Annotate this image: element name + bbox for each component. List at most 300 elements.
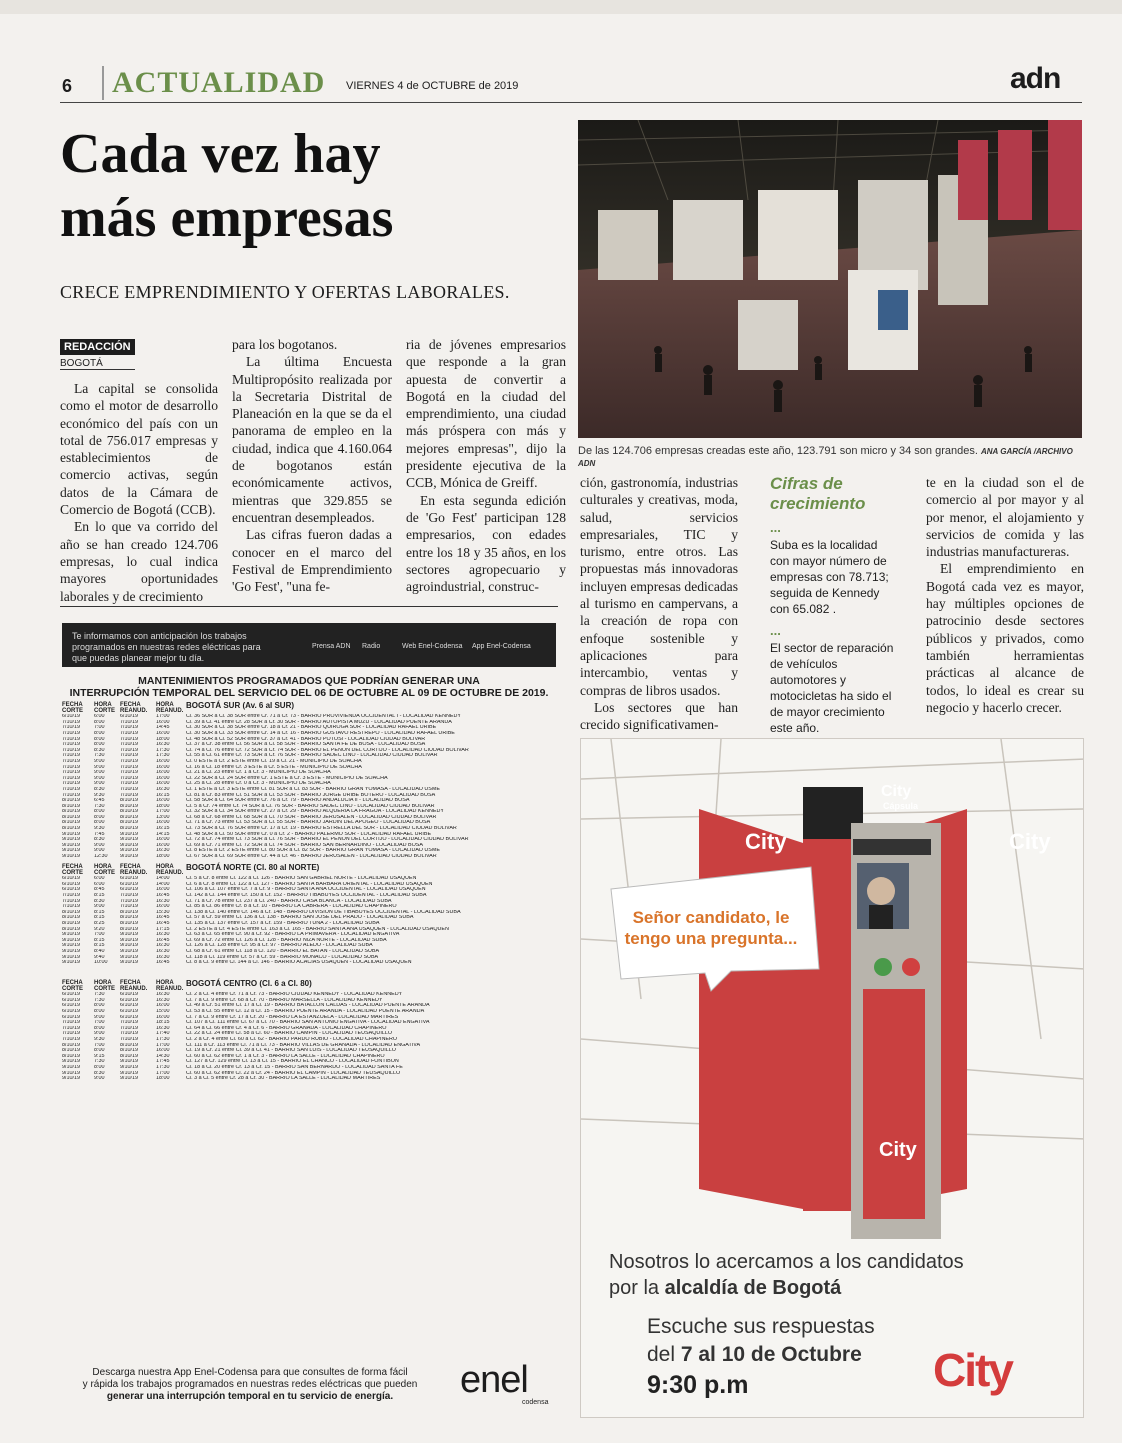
schedule-cell: 9:30 <box>94 792 105 798</box>
schedule-cell: Cl. 138 a Cl. 140 entre Cr. 146 a Cr. 148 - BARRIO DIVISION DE TIBABUYES OCCIDENTAL - LOCALIDAD SUBA <box>186 909 461 915</box>
col-header: HORA REANUD. <box>156 702 184 714</box>
schedule-cell: 9/10/19 <box>62 842 80 848</box>
caption-text: De las 124.706 empresas creadas este año, 123.791 son micro y 34 son grandes. <box>578 445 978 457</box>
schedule-cell: 9/10/19 <box>62 954 80 960</box>
schedule-cell: 16:45 <box>156 937 170 943</box>
schedule-cell: 7/10/19 <box>62 758 80 764</box>
paragraph: ción, gastronomía, industrias culturales y creativas, moda, salud, servicios empresariales, TIC y turismo, entre otros. Las propuestas más innovadoras incluyen empresas dedicadas al turismo en campervans, a la creación de ropa con enfoque sostenible y aplicaciones para intercambio, ventas y compras de libros usados. <box>580 475 738 698</box>
schedule-rows <box>62 992 556 1082</box>
schedule-cell: 9:30 <box>94 1036 105 1042</box>
schedule-cell: 8:00 <box>94 1064 105 1070</box>
col-header: HORA REANUD. <box>156 864 184 876</box>
schedule-cell: 8:30 <box>94 1070 105 1076</box>
schedule-cell: Cl. 74 a Cl. 76 entre Cr. 72 SUR a Cr. 74 SUR - BARRIO EL PEÑON DEL CORTIJO - LOCALIDAD CIUDAD BOLIVAR <box>186 747 469 753</box>
schedule-cell: 8:15 <box>94 892 105 898</box>
schedule-cell: 17:00 <box>156 809 170 815</box>
schedule-rows <box>62 714 556 859</box>
photo-caption <box>578 445 1082 469</box>
schedule-cell: 14:15 <box>156 831 170 837</box>
schedule-cell: 9/10/19 <box>62 1059 80 1065</box>
paragraph: Las cifras fueron dadas a conocer en el marco del Festival de Emprendimiento 'Go Fest', "una fe- <box>232 527 392 595</box>
schedule-cell: 17:15 <box>156 926 170 932</box>
schedule-cell: 16:00 <box>156 1048 170 1054</box>
paragraph: te en la ciudad son el de comercio al por mayor y al por menor, el alojamiento y servicios de comida y las industrias manufactureras. <box>926 475 1084 560</box>
article-column-4 <box>580 474 738 733</box>
schedule-cell: 9/10/19 <box>120 842 138 848</box>
schedule-cell: Cl. 21 a Cl. 23 entre Cr. 1 a Cr. 3 - MUNICIPIO DE SOACHA <box>186 770 331 776</box>
schedule-cell: 8/10/19 <box>120 1042 138 1048</box>
schedule-cell: 8:00 <box>94 1048 105 1054</box>
schedule-cell: 7/10/19 <box>62 736 80 742</box>
ad-line-1: Nosotros lo acercamos a los candidatos <box>609 1251 964 1273</box>
article-column-3 <box>406 336 566 595</box>
channel-press: Prensa ADN <box>312 643 351 650</box>
schedule-cell: 9/10/19 <box>62 948 80 954</box>
schedule-cell: Cl. 58 SUR a Cl. 64 SUR entre Cr. 76 a Cr. 79 - BARRIO ANDALUCIA II - LOCALIDAD BOSA <box>186 798 410 804</box>
schedule-cell: 17:00 <box>156 1042 170 1048</box>
schedule-cell: 8:15 <box>94 909 105 915</box>
schedule-cell: Cl. 69 a Cr. 72 entre Cl. 126 a Cl. 128 - BARRIO NIZA NORTE - LOCALIDAD SUBA <box>186 937 387 943</box>
booth-logo: City <box>879 1139 917 1161</box>
schedule-cell: 8:30 <box>94 786 105 792</box>
byline <box>60 337 135 370</box>
schedule-cell: 8/10/19 <box>120 814 138 820</box>
schedule-cell: 9/10/19 <box>120 1064 138 1070</box>
schedule-cell: 7/10/19 <box>120 781 138 787</box>
schedule-cell: 7:30 <box>94 992 105 998</box>
schedule-cell: 15:30 <box>156 909 170 915</box>
enel-title <box>60 675 558 699</box>
schedule-cell: 8:00 <box>94 814 105 820</box>
schedule-cell: 16:00 <box>156 1014 170 1020</box>
schedule-cell: 8/10/19 <box>62 1048 80 1054</box>
schedule-cell: 9/10/19 <box>120 1070 138 1076</box>
ad-line-4b: 7 al 10 de Octubre <box>680 1343 862 1366</box>
schedule-cell: Cl. 106 a Cl. 107 entre Cr. 7 a Cr. 9 - BARRIO SANTA ANA OCCIDENTAL - LOCALIDAD USAQUEN <box>186 887 426 893</box>
schedule-cell: 6/10/19 <box>120 714 138 720</box>
schedule-cell: Cl. 37 a Cr. 38 entre Cl. 56 SUR a Cl. 58 SUR - BARRIO SANTA FE DE BOSA - LOCALIDAD BOSA <box>186 742 426 748</box>
schedule-row <box>62 960 556 966</box>
schedule-cell: 7/10/19 <box>62 719 80 725</box>
schedule-cell: 18:00 <box>156 803 170 809</box>
schedule-cell: 7/10/19 <box>62 1025 80 1031</box>
article-subhead: CRECE EMPRENDIMIENTO Y OFERTAS LABORALES. <box>60 282 510 302</box>
schedule-cell: 8:30 <box>94 837 105 843</box>
schedule-cell: Cl. 25 a Cl. 28 entre Cr. 0 a Cr. 3 - MUNICIPIO DE SOACHA <box>186 781 331 787</box>
schedule-cell: 7:00 <box>94 1020 105 1026</box>
enel-logo-sub: codensa <box>522 1399 549 1406</box>
schedule-cell: 7/10/19 <box>62 898 80 904</box>
enel-footer-l3: generar una interrupción temporal en tu servicio de energía. <box>106 1391 394 1402</box>
schedule-cell: Cl. 1 ESTE a Cr. 3 ESTE entre Cl. 81 SUR a Cl. 83 SUR - BARRIO GRAN YOMASA - LOCALIDAD USME <box>186 786 440 792</box>
schedule-cell: 8/10/19 <box>120 909 138 915</box>
schedule-cell: 16:30 <box>156 954 170 960</box>
schedule-cell: 8:00 <box>94 809 105 815</box>
schedule-cell: Cl. 8 a Cl. 9 entre Cl. 144 a Cl. 146 - BARRIO ACACIAS USAQUEN - LOCALIDAD USAQUEN <box>186 960 412 966</box>
schedule-cell: Cl. 16 a Cl. 18 entre Cr. 3 ESTE a Cr. 5 ESTE - MUNICIPIO DE SOACHA <box>186 764 362 770</box>
schedule-cell: Cl. 48 SUR a Cl. 52 SUR entre Cr. 37 a Cr. 41 - BARRIO POTOSI - LOCALIDAD CIUDAD BOLIVAR <box>186 736 426 742</box>
col-header: HORA CORTE <box>94 702 115 714</box>
schedule-cell: 9:00 <box>94 775 105 781</box>
schedule-cell: 6/10/19 <box>62 1003 80 1009</box>
schedule-cell: 16:00 <box>156 887 170 893</box>
schedule-cell: 18:00 <box>156 854 170 860</box>
schedule-cell: 7/10/19 <box>62 1031 80 1037</box>
schedule-cell: 7:45 <box>94 831 105 837</box>
schedule-cell: Cl. 81 a Cr. 83 entre Cl. 51 SUR a Cl. 53 SUR - BARRIO JORGE URIBE BOTERO - LOCALIDAD BOSA <box>186 792 436 798</box>
schedule-cell: 9:00 <box>94 781 105 787</box>
schedule-cell: Cl. 55 a Cl. 61 entre Cr. 73 SUR a Cr. 76 SUR - BARRIO SADEC LINO - LOCALIDAD CIUDAD BOLIVAR <box>186 753 438 759</box>
schedule-cell: 18:00 <box>156 736 170 742</box>
schedule-cell: 8/10/19 <box>62 826 80 832</box>
schedule-cell: Cl. 30 SUR a Cl. 38 SUR entre Cr. 18 a Cr. 21 - BARRIO QUIROGA SUR - LOCALIDAD RAFAEL URIBE <box>186 725 437 731</box>
schedule-cell: Cl. 49 a Cr. 51 entre Cl. 17 a Cl. 19 - BARRIO BATALLON CALDAS - LOCALIDAD PUENTE ARANDA <box>186 1003 430 1009</box>
paragraph: ria de jóvenes empresarios que responde a la gran apuesta de convertir a Bogotá en la ciudad del emprendimiento, una ciudad más próspera con más y mejores empresas", dijo la presidente ejecutiva de la CCB, Mónica de Greiff. <box>406 337 566 491</box>
schedule-cell: Cl. 142 a Cl. 144 entre Cr. 150 a Cr. 152 - BARRIO TIBABUYES OCCIDENTAL - LOCALIDAD SUBA <box>186 892 427 898</box>
schedule-cell: 9/10/19 <box>62 831 80 837</box>
schedule-cell: 9/10/19 <box>62 1064 80 1070</box>
schedule-cell: 8:00 <box>94 1025 105 1031</box>
schedule-cell: 7/10/19 <box>62 775 80 781</box>
col-header: FECHA REANUD. <box>120 702 148 714</box>
schedule-cell: 8/10/19 <box>62 798 80 804</box>
schedule-cell: 8/10/19 <box>62 926 80 932</box>
schedule-cell: 8/10/19 <box>120 820 138 826</box>
sidebar-title: Cifras de crecimiento <box>770 474 866 513</box>
schedule-cell: 6/10/19 <box>120 876 138 882</box>
schedule-cell: 8/10/19 <box>120 809 138 815</box>
schedule-cell: 7/10/19 <box>62 747 80 753</box>
schedule-cell: 7/10/19 <box>62 781 80 787</box>
article-headline <box>60 122 570 250</box>
schedule-cell: 16:30 <box>156 943 170 949</box>
schedule-cell: 16:45 <box>156 892 170 898</box>
enel-title-l2: INTERRUPCIÓN TEMPORAL DEL SERVICIO DEL 06 DE OCTUBRE AL 09 DE OCTUBRE DE 2019. <box>69 687 549 699</box>
schedule-cell: 8:15 <box>94 937 105 943</box>
schedule-cell: Cl. 0 ESTE a Cr. 2 ESTE entre Cl. 19 a Cl. 21 - MUNICIPIO DE SOACHA <box>186 758 362 764</box>
schedule-cell: 8/10/19 <box>120 920 138 926</box>
enel-footer-l1: Descarga nuestra App Enel-Codensa para que consultes de forma fácil <box>92 1367 408 1378</box>
schedule-cell: 17:30 <box>156 1064 170 1070</box>
channel-web: Web Enel-Codensa <box>402 643 463 650</box>
schedule-cell: 16:00 <box>156 820 170 826</box>
schedule-cell: 6:00 <box>94 881 105 887</box>
schedule-cell: 8:00 <box>94 1003 105 1009</box>
schedule-row <box>62 854 556 860</box>
speech-bubble-text: Señor candidato, le tengo una pregunta... <box>624 908 798 948</box>
schedule-cell: Cl. 73 SUR a Cl. 76 SUR entre Cr. 17 a Cr. 19 - BARRIO ESTRELLA DEL SUR - LOCALIDAD CIUDAD BOLIVAR <box>186 826 457 832</box>
schedule-cell: Cl. 22 a Cl. 24 entre Cl. 58 a Cl. 60 - BARRIO CAMPIN - LOCALIDAD TEUSAQUILLO <box>186 1031 393 1037</box>
schedule-cell: 9/10/19 <box>120 1059 138 1065</box>
enel-info-bar <box>62 623 556 667</box>
schedule-cell: 8/10/19 <box>120 926 138 932</box>
schedule-cell: 9/10/19 <box>120 960 138 966</box>
zone-title: BOGOTÁ CENTRO (Cl. 6 a Cl. 80) <box>186 979 312 988</box>
schedule-cell: Cl. 69 a Cr. 71 entre Cl. 72 SUR a Cl. 74 SUR - BARRIO SAN BERNARDINO - LOCALIDAD BOSA <box>186 842 423 848</box>
schedule-cell: 17:45 <box>156 1059 170 1065</box>
schedule-cell: 9:00 <box>94 764 105 770</box>
schedule-cell: 7:30 <box>94 1059 105 1065</box>
schedule-cell: 7/10/19 <box>120 1031 138 1037</box>
schedule-cell: 8/10/19 <box>120 826 138 832</box>
schedule-cell: 7:30 <box>94 997 105 1003</box>
city-tv-ad <box>580 738 1084 1418</box>
schedule-cell: 6/10/19 <box>62 881 80 887</box>
schedule-cell: 9/10/19 <box>120 837 138 843</box>
schedule-cell: 7/10/19 <box>62 892 80 898</box>
channel-app: App Enel-Codensa <box>472 643 531 650</box>
schedule-cell: 9/10/19 <box>62 1070 80 1076</box>
schedule-cell: Cl. 72 a Cr. 74 entre Cl. 73 SUR a Cl. 76 SUR - BARRIO EL PEÑON DEL CORTIJO - LOCALIDAD CIUDAD BOLIVAR <box>186 837 469 843</box>
page-number: 6 <box>62 76 73 96</box>
schedule-cell: 16:30 <box>156 742 170 748</box>
schedule-cell: 16:00 <box>156 842 170 848</box>
schedule-cell: Cl. 127 a Cr. 129 entre Cl. 13 a Cl. 15 - BARRIO EL CHANCO - LOCALIDAD FONTIBON <box>186 1059 399 1065</box>
schedule-cell: 9:40 <box>94 954 105 960</box>
schedule-cell: 7/10/19 <box>120 736 138 742</box>
schedule-cell: 9/10/19 <box>62 854 80 860</box>
schedule-cell: 8/10/19 <box>62 920 80 926</box>
enel-maintenance-ad <box>60 606 558 1416</box>
channel-radio: Radio <box>362 643 381 650</box>
schedule-cell: 6/10/19 <box>120 992 138 998</box>
schedule-cell: 9/10/19 <box>62 837 80 843</box>
photo-credit: ANA GARCÍA /ARCHIVO ADN <box>578 447 1073 468</box>
ad-line-3: Escuche sus respuestas <box>647 1315 875 1338</box>
schedule-cell: 7/10/19 <box>120 1025 138 1031</box>
schedule-cell: 14:00 <box>156 881 170 887</box>
schedule-cell: 16:45 <box>156 915 170 921</box>
schedule-cell: 9/10/19 <box>120 1076 138 1082</box>
schedule-cell: 9:15 <box>94 1053 105 1059</box>
schedule-cell: 8:00 <box>94 1008 105 1014</box>
schedule-cell: 6/10/19 <box>120 881 138 887</box>
schedule-cell: 8:15 <box>94 943 105 949</box>
schedule-cell: 8:00 <box>94 820 105 826</box>
schedule-cell: 8/10/19 <box>120 915 138 921</box>
schedule-cell: 7/10/19 <box>120 764 138 770</box>
schedule-cell: 16:30 <box>156 1025 170 1031</box>
schedule-cell: 7/10/19 <box>120 792 138 798</box>
schedule-cell: 7/10/19 <box>120 1020 138 1026</box>
sidebar-fact-1: Suba es la localidad con mayor número de empresas con 78.713; seguida de Kennedy con 65.082 . <box>770 538 889 616</box>
schedule-cell: 7/10/19 <box>120 725 138 731</box>
schedule-cell: 9:00 <box>94 770 105 776</box>
schedule-cell: 16:00 <box>156 781 170 787</box>
paragraph: para los bogotanos. <box>232 337 338 352</box>
schedule-header <box>62 865 556 876</box>
ad-line-2 <box>609 1277 841 1300</box>
schedule-cell: 6/10/19 <box>120 1014 138 1020</box>
stats-sidebar <box>770 474 898 736</box>
schedule-cell: 16:00 <box>156 758 170 764</box>
schedule-cell: 8/10/19 <box>62 915 80 921</box>
schedule-cell: Cl. 85 a Cl. 86 entre Cr. 8 a Cr. 10 - BARRIO LA CABRERA - LOCALIDAD CHAPINERO <box>186 904 397 910</box>
schedule-cell: 7/10/19 <box>120 904 138 910</box>
schedule-cell: Cl. 126 a Cl. 128 entre Cr. 95 a Cr. 97 - BARRIO ALEDO - LOCALIDAD SUBA <box>186 943 373 949</box>
schedule-cell: Cl. 18 a Cl. 20 entre Cr. 13 a Cr. 15 - BARRIO SAN BERNARDO - LOCALIDAD SANTA FE <box>186 1064 403 1070</box>
byline-city: BOGOTÁ <box>60 358 135 370</box>
schedule-cell: 7/10/19 <box>120 775 138 781</box>
zone-title: BOGOTÁ SUR (Av. 6 al SUR) <box>186 701 295 710</box>
schedule-cell: 6/10/19 <box>120 887 138 893</box>
schedule-cell: 6/10/19 <box>120 1003 138 1009</box>
schedule-sur <box>62 703 556 860</box>
schedule-cell: 14:45 <box>156 725 170 731</box>
schedule-cell: 6/10/19 <box>62 997 80 1003</box>
schedule-cell: 16:30 <box>156 786 170 792</box>
schedule-cell: 16:00 <box>156 730 170 736</box>
schedule-cell: Cl. 2 a Cl. 4 entre Cr. 71 a Cr. 73 - BARRIO CIUDAD KENNEDY - LOCALIDAD KENNEDY <box>186 992 403 998</box>
schedule-cell: Cl. 135 a Cl. 137 entre Cr. 157 a Cr. 159 - BARRIO TUNA 2 - LOCALIDAD SUBA <box>186 920 380 926</box>
schedule-cell: 7/10/19 <box>120 898 138 904</box>
schedule-cell: 7/10/19 <box>62 764 80 770</box>
ad-line-4 <box>647 1343 862 1367</box>
schedule-cell: 14:30 <box>156 1053 170 1059</box>
headline-line-2: más empresas <box>60 187 394 249</box>
schedule-cell: 9/10/19 <box>120 932 138 938</box>
schedule-cell: Cl. 30 SUR a Cl. 33 SUR entre Cr. 14 a Cr. 16 - BARRIO GUSTAVO RESTREPO - LOCALIDAD RAFAEL URIBE <box>186 730 455 736</box>
ad-illustration <box>581 739 1084 1239</box>
schedule-cell: Cl. 53 a Cl. 55 entre Cl. 12 a Cl. 15 - BARRIO PUENTE ARANDA - LOCALIDAD PUENTE ARANDA <box>186 1008 425 1014</box>
schedule-cell: 9/10/19 <box>120 831 138 837</box>
schedule-cell: 8:00 <box>94 736 105 742</box>
schedule-cell: 7/10/19 <box>62 1036 80 1042</box>
col-header: HORA REANUD. <box>156 980 184 992</box>
schedule-cell: Cl. 19 a Cr. 21 entre Cl. 39 a Cl. 41 - BARRIO SAN LUIS - LOCALIDAD TEUSAQUILLO <box>186 1048 396 1054</box>
paragraph: El emprendimiento en Bogotá cada vez es mayor, hay múltiples opciones de patrocinio desde sectores públicos y privados, como también herramientas prácticas al alcance de todos, lo ideal es crear su negocio y hacerlo crecer. <box>926 561 1084 715</box>
schedule-cell: Cl. 57 a Cr. 59 entre Cl. 136 a Cl. 138 - BARRIO SAN JOSE DEL PRADO - LOCALIDAD SUBA <box>186 915 414 921</box>
schedule-cell: 9/10/19 <box>62 848 80 854</box>
schedule-cell: 8/10/19 <box>62 809 80 815</box>
schedule-cell: 8/10/19 <box>62 820 80 826</box>
issue-date: VIERNES 4 de OCTUBRE de 2019 <box>346 80 519 92</box>
article-column-1 <box>60 380 218 605</box>
article-photo <box>578 120 1082 438</box>
schedule-cell: 8:40 <box>94 948 105 954</box>
col-header: FECHA CORTE <box>62 702 83 714</box>
schedule-cell: 7/10/19 <box>120 747 138 753</box>
schedule-cell: Cl. 71 a Cr. 73 entre Cl. 53 SUR a Cl. 55 SUR - BARRIO JARDIN DEL APOGEO - LOCALIDAD BOSA <box>186 820 431 826</box>
schedule-cell: Cl. 2 ESTE a Cr. 4 ESTE entre Cl. 163 a Cl. 165 - BARRIO SANTA ANA USAQUEN - LOCALIDAD USAQUEN <box>186 926 449 932</box>
schedule-cell: Cl. 3 a Cl. 5 entre Cr. 28 a Cr. 30 - BARRIO LA SALLE - LOCALIDAD MARTIRES <box>186 1076 381 1082</box>
article-column-5 <box>926 474 1084 716</box>
schedule-cell: 16:15 <box>156 826 170 832</box>
paragraph: Los sectores que han crecido significativamen- <box>580 699 738 733</box>
sidebar-fact-2: El sector de reparación de vehículos automotores y motocicletas ha sido el de mayor crecimiento este año. <box>770 641 894 735</box>
byline-author: REDACCIÓN <box>60 339 135 355</box>
schedule-cell: 9:00 <box>94 1014 105 1020</box>
schedule-cell: 16:30 <box>156 948 170 954</box>
col-header: HORA CORTE <box>94 864 115 876</box>
enel-footer <box>70 1367 430 1403</box>
schedule-cell: Cl. 63 a Cl. 65 entre Cr. 90 a Cr. 92 - BARRIO LA PRIMAVERA - LOCALIDAD ENGATIVA <box>186 932 400 938</box>
schedule-cell: Cl. 36 SUR a Cl. 38 SUR entre Cr. 71 a Cr. 73 - BARRIO PROVIVIENDA OCCIDENTAL I - LOCALIDAD KENNEDY <box>186 714 461 720</box>
capsule-sub: Cápsula <box>883 801 919 811</box>
sidebar-dots: ... <box>770 520 781 535</box>
schedule-cell: 6/10/19 <box>62 1014 80 1020</box>
schedule-cell: 7:30 <box>94 803 105 809</box>
schedule-cell: 6/10/19 <box>62 1008 80 1014</box>
schedule-cell: 7/10/19 <box>62 786 80 792</box>
schedule-cell: 17:40 <box>156 1031 170 1037</box>
schedule-cell: 8/10/19 <box>120 1048 138 1054</box>
schedule-cell: 9/10/19 <box>120 854 138 860</box>
schedule-cell: 7/10/19 <box>120 770 138 776</box>
schedule-cell: 13:00 <box>156 814 170 820</box>
schedule-cell: 9:20 <box>94 926 105 932</box>
schedule-cell: 18:15 <box>156 1020 170 1026</box>
schedule-cell: 7/10/19 <box>120 786 138 792</box>
section-title: ACTUALIDAD <box>102 66 325 100</box>
schedule-cell: 9/10/19 <box>62 960 80 966</box>
schedule-cell: 6:00 <box>94 876 105 882</box>
schedule-cell: 16:15 <box>156 792 170 798</box>
headline-line-1: Cada vez hay <box>60 123 381 185</box>
schedule-cell: 7:00 <box>94 932 105 938</box>
schedule-cell: Cl. 6 a Cr. 8 entre Cl. 122 a Cl. 127 - BARRIO SANTA BARBARA ORIENTAL - LOCALIDAD USAQUEN <box>186 881 433 887</box>
schedule-cell: 6:45 <box>94 798 105 804</box>
schedule-cell: 16:00 <box>156 1003 170 1009</box>
schedule-cell: 9:30 <box>94 826 105 832</box>
schedule-cell: 16:30 <box>156 898 170 904</box>
schedule-cell: 8:30 <box>94 898 105 904</box>
schedule-cell: 17:00 <box>156 714 170 720</box>
schedule-cell: 8:15 <box>94 915 105 921</box>
ad-line-2b: alcaldía de Bogotá <box>664 1277 842 1299</box>
schedule-cell: 8:45 <box>94 887 105 893</box>
schedule-cell: 16:00 <box>156 770 170 776</box>
door-logo-left: City <box>745 829 787 854</box>
schedule-rows <box>62 876 556 966</box>
schedule-cell: 9/10/19 <box>62 937 80 943</box>
schedule-cell: 9:00 <box>94 758 105 764</box>
enel-title-l1: MANTENIMIENTOS PROGRAMADOS QUE PODRÍAN GENERAR UNA <box>138 675 480 687</box>
schedule-cell: 6/10/19 <box>120 1008 138 1014</box>
article-column-2 <box>232 336 392 595</box>
schedule-cell: 8:30 <box>94 747 105 753</box>
schedule-cell: 7/10/19 <box>62 742 80 748</box>
schedule-cell: 17:00 <box>156 1070 170 1076</box>
city-logo: City <box>933 1344 1012 1396</box>
schedule-cell: 8/10/19 <box>120 803 138 809</box>
schedule-cell: 6/10/19 <box>62 887 80 893</box>
schedule-cell: 17:30 <box>156 747 170 753</box>
schedule-cell: 16:45 <box>156 960 170 966</box>
schedule-row <box>62 1076 556 1082</box>
door-logo-right: City <box>1009 829 1051 854</box>
schedule-cell: 8:00 <box>94 730 105 736</box>
schedule-cell: 7/10/19 <box>62 753 80 759</box>
schedule-cell: 9/10/19 <box>120 948 138 954</box>
col-header: FECHA CORTE <box>62 864 83 876</box>
schedule-cell: 7/10/19 <box>120 758 138 764</box>
schedule-cell: 12:30 <box>94 854 108 860</box>
schedule-header <box>62 981 556 992</box>
schedule-cell: 16:00 <box>156 775 170 781</box>
schedule-cell: 9:00 <box>94 1031 105 1037</box>
schedule-cell: 16:00 <box>156 798 170 804</box>
schedule-cell: Cl. 68 a Cr. 68 entre Cl. 68 SUR a Cl. 70 SUR - BARRIO JERUSALEN - LOCALIDAD CIUDAD BOLIVAR <box>186 814 437 820</box>
schedule-cell: 9/10/19 <box>62 932 80 938</box>
schedule-cell: Cl. 67 SUR a Cl. 69 SUR entre Cr. 44 a Cr. 46 - BARRIO JERUSALEN - LOCALIDAD CIUDAD BOLIVAR <box>186 854 437 860</box>
schedule-cell: 15:00 <box>156 1008 170 1014</box>
schedule-cell: 7/10/19 <box>62 792 80 798</box>
col-header: FECHA REANUD. <box>120 864 148 876</box>
paragraph: La capital se consolida como el motor de desarrollo económico del país con un total de 756.017 empresas y establecimientos de comercio activas, según datos de la Cámara de Comercio de Bogotá (CCB). <box>60 381 218 518</box>
schedule-cell: 7/10/19 <box>120 719 138 725</box>
schedule-cell: 7:00 <box>94 1042 105 1048</box>
